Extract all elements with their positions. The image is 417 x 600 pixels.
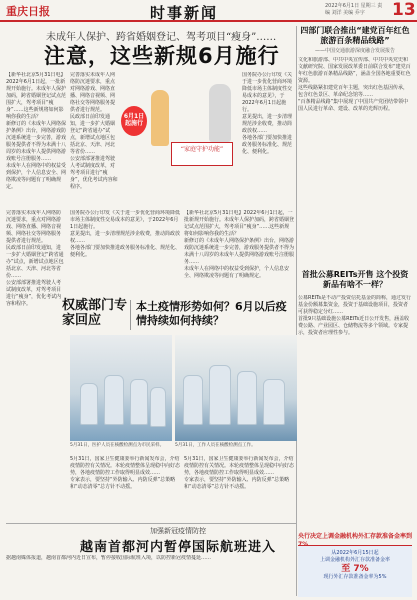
right-top-headline: 四部门联合推出“建党百年红色旅游百条精品线路” <box>300 26 410 45</box>
lead-continued-2: 国务院办公厅印发《关于进一步优化营商环境降低市场主体制度性交易成本的意见》，于2022年6月1日起施行。 意见提出，进一步清理规范涉企收费，推动简政放权…… 各地各部门要加快推进政务服务标准化、规范化、便利化。 <box>70 210 180 258</box>
medical-worker <box>150 387 166 427</box>
lead-kicker: 未成年人保护、跨省婚姻登记、驾考项目“瘦身”…… <box>46 32 277 43</box>
right-mid-body: 公募REITs是不动产投资信托基金的简称，通过发行基金份额募集资金，投资于基础设施项目，投资者可获得稳定分红…… 首批9只基础设施公募REITs近日公开发售，涵盖收费公路、产业园区、仓储物流等多个领域。专家提示，投资者应理性参与。 <box>298 295 411 336</box>
ad-big-figure: 至 7% <box>341 564 369 574</box>
lead-body-col1: 【新华社北京5月31日电】2022年6月1日起，一批新规开始施行。未成年人保护加码，跨省婚姻登记试点范围扩大，驾考项目“瘦身”……这些新规将如何影响你我的生活？ 新修订的《未成年人网络保护条例》出台，网络游戏防沉迷系统进一步完善，游戏服务提供者不得为未满十八周岁的未成年人提供网络游戏账号注册服务…… 未成年人在网络中的权益受到保护，个人信息安全、网络欺凌等问题有了明确规定。 <box>6 72 67 190</box>
date-bubble: 6月1日起施行 <box>121 106 147 136</box>
page-number: 13 <box>392 0 416 20</box>
figure-illustration-2 <box>209 84 231 142</box>
figure-illustration <box>151 90 169 146</box>
photo-caption-small: 5月31日，工作人员在核酸检测点工作。 <box>175 443 256 448</box>
ad-red-headline: 央行决定上调金融机构外汇存款准备金率到 <box>298 533 413 540</box>
photo-testing-site <box>175 335 297 441</box>
ad-line-3: 现行外汇存款准备金率为5% <box>323 574 387 580</box>
medical-worker <box>80 383 98 425</box>
bottom-kicker: 加强新冠疫情防控 <box>150 527 206 535</box>
masthead <box>0 0 417 22</box>
right-top-body: 文化和旅游部、中共中央宣传部、中共中央党史和文献研究院、国家发展改革委日前联合发布“建党百年红色旅游百条精品线路”，涵盖全国各地重要红色资源。 这些线路紧扣建党百年主题，突出红色基因传承，包含红色景区、革命纪念馆等…… “百条精品线路”集中展现了中国共产党团结带领中国人民进行革命、建设、改革的光辉历程。 <box>298 57 411 112</box>
photo-medical-staff <box>70 335 172 441</box>
middle-divider <box>130 300 131 330</box>
ad-box <box>298 545 412 597</box>
lead-body-col3: 国务院办公厅印发《关于进一步优化营商环境降低市场主体制度性交易成本的意见》，于2022年6月1日起施行。 意见提出，进一步清理规范涉企收费，推动简政放权…… 各地各部门要加快推进政务服务标准化、规范化、便利化。 <box>242 72 293 155</box>
lead-illustration <box>121 82 241 188</box>
lead-continued-3: 【新华社北京5月31日电】2022年6月1日起，一批新规开始施行。未成年人保护加码，跨省婚姻登记试点范围扩大，驾考项目“瘦身”……这些新规将如何影响你我的生活？ 新修订的《未成年人网络保护条例》出台，网络游戏防沉迷系统进一步完善，游戏服务提供者不得为未满十八周岁的未成年人提供网络游戏账号注册服务…… 未成年人在网络中的权益受到保护，个人信息安全、网络欺凌等问题有了明确规定。 <box>184 210 294 279</box>
medical-worker <box>263 379 285 425</box>
middle-body: 5月31日，国家卫生健康委举行新闻发布会，介绍疫情防控有关情况。本轮疫情整体呈现稳中向好态势，各地疫情防控工作取得明显成效…… 专家表示，要坚持“外防输入、内防反弹”总策略和“动态清零”总方针不动摇。 <box>70 456 180 490</box>
middle-left-headline: 权威部门专家回应 <box>62 298 128 328</box>
middle-body-2: 5月31日，国家卫生健康委举行新闻发布会，介绍疫情防控有关情况。本轮疫情整体呈现稳中向好态势，各地疫情防控工作取得明显成效…… 专家表示，要坚持“外防输入、内防反弹”总策略和“动态清零”总方针不动摇。 <box>184 456 294 490</box>
middle-right-headline: 本土疫情形势如何？6月以后疫情持续如何持续？ <box>136 300 287 327</box>
photo-caption-big: 5月31日，医护人员在核酸检测点为市民采样。 <box>70 443 165 448</box>
lead-article <box>6 26 296 206</box>
right-top-subhead: ——中国交通旅游深度融合发展报告 <box>314 48 395 54</box>
medical-worker <box>183 375 203 425</box>
right-mid-headline: 首批公募REITs开售 这个投资新品有啥不一样？ <box>301 270 409 289</box>
illustration-sign: “家庭守护功能” <box>171 142 233 166</box>
paper-name: 重庆日报 <box>6 5 50 18</box>
ad-line-1: 从2022年6月15日起 <box>331 550 379 556</box>
section-title: 时事新闻 <box>150 4 219 22</box>
issue-meta: 2022年6月1日 星期三 责编 刘洋 美编 乔宇 <box>325 3 383 16</box>
right-top-article <box>298 26 412 267</box>
bottom-rule <box>6 523 296 524</box>
column-divider <box>296 26 297 596</box>
bottom-headline: 越南首都河内暂停国际航班进入 <box>80 540 277 555</box>
medical-worker <box>237 371 257 425</box>
lead-headline: 注意，这些新规6月施行 <box>44 44 280 68</box>
medical-worker <box>130 379 148 425</box>
lead-continued: 完善落实未成年人网络防沉迷要求，重点对网络游戏、网络直播、网络音视频、网络社交等网络服务提供者进行规范。 民政部日前印发通知，进一步扩大婚姻登记“跨省通办”试点，新增试点地区包括北京、天津、河北等省份…… 公安部部署推进驾驶人考试制度改革，对驾考项目进行“瘦身”，优化考试内容和程序。 <box>6 210 64 307</box>
bottom-body: 据越南媒体报道，越南首都河内近日宣布，暂停接收国际航班入境，以防控新冠疫情蔓延…… <box>6 555 212 561</box>
medical-worker <box>104 375 124 425</box>
lead-body-col2: 完善落实未成年人网络防沉迷要求，重点对网络游戏、网络直播、网络音视频、网络社交等网络服务提供者进行规范。 民政部日前印发通知，进一步扩大婚姻登记“跨省通办”试点，新增试点地区包括北京、天津、河北等省份…… 公安部部署推进驾驶人考试制度改革，对驾考项目进行“瘦身”，优化考试内容和程序。 <box>70 72 118 190</box>
ad-line-2: 上调金融机构外汇存款准备金率 <box>319 557 390 563</box>
medical-worker <box>209 365 231 425</box>
